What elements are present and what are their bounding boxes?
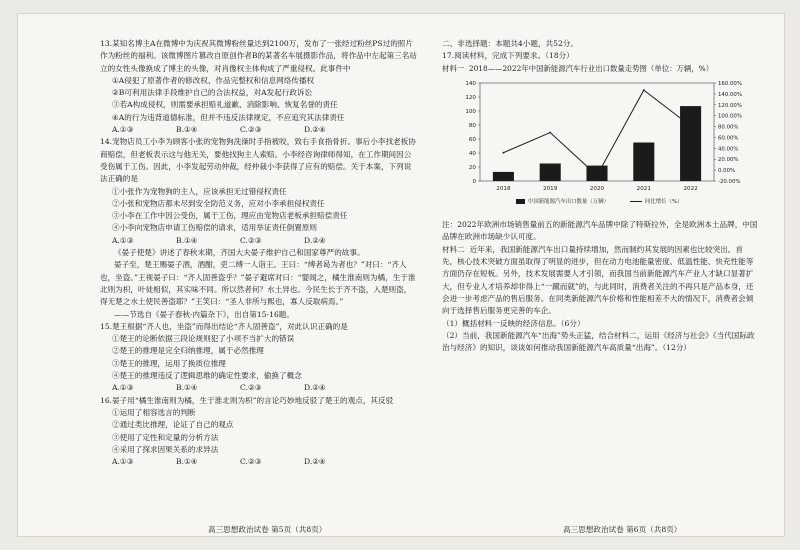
choice-c: C.②③: [240, 457, 262, 467]
section-heading: 二、非选择题：本题共4小题，共52分。: [442, 39, 578, 48]
choice-d: D.②④: [304, 383, 326, 393]
q16-option: ③使用了定性和定量的分析方法: [112, 432, 219, 442]
q17-stem: 17.阅读材料，完成下列要求。（18分）: [442, 51, 574, 61]
bar: [540, 163, 561, 181]
left-page: [100, 38, 418, 468]
choice-a: A.①③: [112, 125, 134, 135]
right-tick-label: 160.00%: [718, 80, 742, 87]
choice-b: B.①④: [176, 457, 198, 467]
bar: [680, 106, 701, 181]
x-tick-label: 2019: [543, 185, 558, 192]
chart-title: 2018——2022年中国新能源汽车行业出口数量走势图（单位：万辆，%）: [468, 63, 714, 73]
q13-stem: 13.某知名博主A在微博中为庆祝其微博粉丝量达到2100万，发布了一张经过粉丝PS过的照片作为粉丝的福利。该微博图片篡改自原创作者B的某著名车展摄影作品，将作品中左起第三名站立的女性头像换成了博主的头像，对肖像权主体构成了严重侵权。此事件中: [100, 39, 417, 73]
choice-d: D.②④: [304, 457, 326, 467]
legend-bar-label: 中国新能源汽车出口数量（万辆）: [528, 198, 609, 205]
q15-stem: 15.楚王根据“齐人也，坐盗”而得出结论“齐人固善盗”，对此认识正确的是: [100, 321, 348, 331]
right-tick-label: 60.00%: [718, 135, 739, 142]
growth-point: [549, 132, 551, 134]
choice-a: A.①③: [112, 383, 134, 393]
sub-question-2: （2）当前，我国新能源汽车“出海”势头正猛，结合材料二，运用《经济与社会》《当代国际政治与经济》的知识，谈谈如何推动我国新能源汽车高质量“出海”。（12分）: [442, 330, 755, 353]
page-footer-right: 高三思想政治试卷 第6页（共8页）: [563, 525, 682, 534]
x-tick-label: 2018: [496, 185, 511, 192]
growth-line: [503, 90, 690, 175]
choice-d: D.②④: [304, 125, 326, 135]
chart-note: 注：2022年欧洲市场销售量前五的新能源汽车品牌中除了特斯拉外，全是欧洲本土品牌，中国品牌在欧洲市场缺少认可度。: [442, 220, 758, 242]
right-tick-label: 100.00%: [718, 113, 742, 120]
q14-option: ①小张作为宠物狗的主人，应该承担无过错侵权责任: [112, 186, 287, 196]
q15-option: ③楚王的推理，运用了换质位推理: [112, 358, 226, 368]
left-tick-label: 0: [472, 178, 476, 185]
q16-choices: [100, 456, 418, 468]
right-tick-label: 140.00%: [718, 91, 742, 98]
material2-text: 材料二 近年来，我国新能源汽车出口量持续增加，然而制约其发展的因素也比较突出。首先，核心技术突破方面虽取得了明显的进步，但在动力电池能量密度、低温性能、快充性能等方面仍存在短板。另外，技术发展需要人才引领，而我国当前新能源汽车产业人才缺口显著扩大，但专业人才培养却非得上“一蹴而就”的，与此同时，消费者关注的不再只是产品本身，还会进一步考虑产品的售后服务。在同类新能源汽车价格和性能相差不大的情况下，消费者会倾向于选择售后服务更完善的车企。: [442, 244, 754, 316]
chart-caption: [442, 63, 758, 75]
left-tick-label: 40: [468, 150, 476, 157]
q14-option: ②小张和宠物店都未尽到安全防范义务，应对小李承担侵权责任: [112, 198, 325, 208]
legend-line-label: 同比增长（%）: [645, 198, 683, 205]
q13-option: ③若A构成侵权，则需要承担赔礼道歉、消除影响、恢复名誉的责任: [112, 100, 338, 110]
q13-option: ④A的行为违背道德标准，但并不违反法律规定，不应追究其法律责任: [112, 112, 345, 122]
x-tick-label: 2020: [589, 185, 605, 192]
q14-option: ③小李在工作中因公受伤，属于工伤，理应由宠物店老板承担赔偿责任: [112, 211, 348, 221]
choice-a: A.①③: [112, 457, 134, 467]
choice-b: B.①④: [176, 383, 198, 393]
choice-d: D.②④: [304, 235, 326, 245]
left-tick-label: 20: [468, 164, 476, 171]
bar: [586, 165, 607, 180]
right-tick-label: 120.00%: [718, 102, 742, 109]
exam-sheet: [18, 14, 784, 536]
page-footer-left: 高三思想政治试卷 第5页（共8页）: [208, 525, 327, 534]
q16-option: ④采用了探求因果关系的求异法: [112, 444, 219, 454]
right-tick-label: -20.00%: [718, 178, 741, 185]
growth-point: [503, 152, 505, 154]
q15-option: ④楚王的推理违反了逻辑思维的确定性要求，偷换了概念: [112, 371, 302, 381]
right-tick-label: 20.00%: [718, 157, 739, 164]
q13-choices: [100, 124, 418, 136]
q15-option: ①楚王的论断依据三段论规则犯了小项不当扩大的错误: [112, 334, 295, 344]
q16-option: ①运用了相容选言的判断: [112, 407, 196, 417]
left-tick-label: 60: [468, 136, 476, 143]
right-tick-label: 80.00%: [718, 124, 739, 131]
q13-option: ②B可利用法律手段维护自己的合法权益，对A发起行政诉讼: [112, 88, 313, 98]
left-tick-label: 100: [465, 108, 476, 115]
sub-question-1: （1）概括材料一反映的经济信息。（6分）: [442, 318, 585, 328]
growth-point: [643, 89, 645, 91]
legend-bar-swatch: [516, 199, 525, 204]
growth-point: [596, 175, 598, 177]
q13-option: ①A侵犯了原著作者的修改权、作品完整权和信息网络传播权: [112, 75, 315, 85]
bar: [633, 142, 654, 181]
passage-intro: 《晏子使楚》讲述了春秋末期，齐国大夫晏子维护自己和国家尊严的故事。: [114, 248, 365, 258]
passage-text: 晏子至，楚王赐晏子酒，酒酣，吏二缚一人诣王。王曰：“缚者曷为者也？”对曰：“齐人也，坐盗。”王视晏子曰：“齐人固善盗乎？”晏子避席对曰：“婴闻之，橘生淮南则为橘，生于淮北则为枳，叶徒相似，其实味不同。所以然者何？水土异也。今民生长于齐不盗，入楚则盗，得无楚之水土使民善盗耶？”王笑曰：“圣人非所与熙也，寡人反取病焉。”: [100, 260, 416, 307]
right-tick-label: 40.00%: [718, 146, 739, 153]
left-tick-label: 120: [465, 94, 476, 101]
choice-a: A.①③: [112, 235, 134, 245]
bar: [493, 172, 514, 181]
choice-b: B.①④: [176, 235, 198, 245]
x-tick-label: 2022: [683, 185, 698, 192]
choice-b: B.①④: [176, 125, 198, 135]
right-page: [442, 38, 758, 354]
passage-source: ——节选自《晏子春秋·内篇杂下》，出自第15-16题。: [114, 309, 294, 319]
q16-stem: 16.晏子用“橘生淮南则为橘，生于淮北则为枳”的言论巧妙地反驳了楚王的观点，其反驳: [100, 395, 394, 405]
chart-container: [442, 77, 758, 219]
choice-c: C.②③: [240, 383, 262, 393]
q14-choices: [100, 235, 418, 247]
q15-option: ②楚王的推理是完全归纳推理，属于必然推理: [112, 346, 264, 356]
left-tick-label: 140: [465, 80, 476, 87]
choice-c: C.②③: [240, 235, 262, 245]
choice-c: C.②③: [240, 125, 262, 135]
q15-choices: [100, 382, 418, 394]
x-tick-label: 2021: [636, 185, 651, 192]
export-chart: [442, 77, 758, 215]
left-tick-label: 80: [468, 122, 476, 129]
q16-option: ②通过类比推理，论证了自己的观点: [112, 420, 234, 430]
growth-point: [690, 125, 692, 127]
right-tick-label: 0.00%: [718, 168, 736, 175]
q14-stem: 14.宠物店员工小李为顾客小张的宠物狗洗澡时手指被咬，致右手食指骨折。事后小李找老板协商赔偿，但老板表示这与他无关，要他找狗主人索赔。小李经咨询律师得知，在工作期间因公受伤属于工伤。因此，小李发起劳动仲裁，经仲裁小李获得了应有的赔偿。关于本案，下列说法正确的是: [100, 137, 416, 184]
q14-option: ④小李向宠物店申请工伤赔偿的请求，适用举证责任倒置原则: [112, 223, 318, 233]
material1-label: 材料一: [442, 63, 465, 73]
